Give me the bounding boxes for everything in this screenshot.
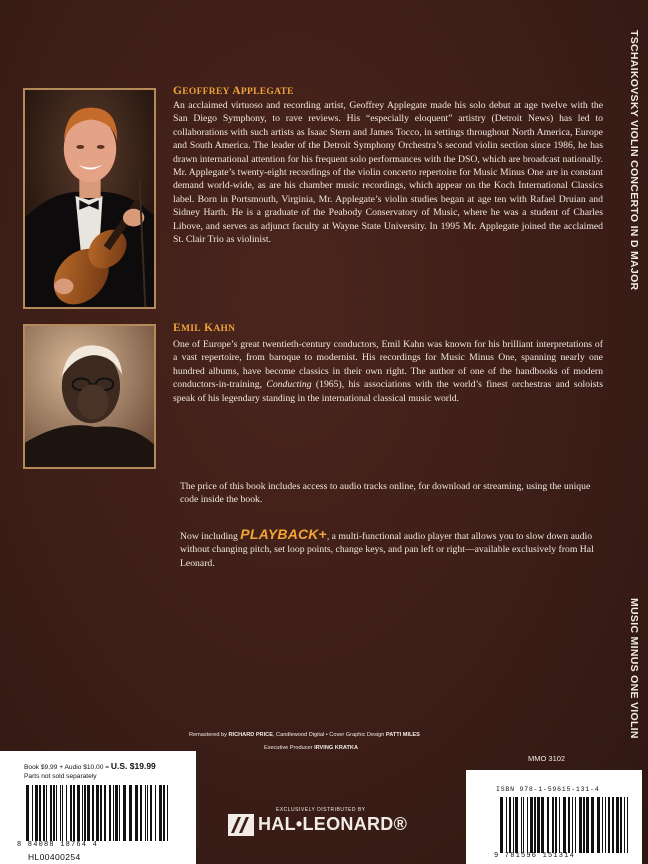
barcode-bar — [115, 785, 118, 841]
barcode-bar — [100, 785, 102, 841]
hl-item-code: HL00400254 — [28, 852, 81, 862]
bio-name-kahn: EMIL KAHN — [173, 322, 236, 334]
barcode-bar — [620, 797, 622, 853]
barcode-bar — [521, 797, 522, 853]
barcode-bar — [62, 785, 63, 841]
barcode-bar — [537, 797, 540, 853]
barcode-bar — [515, 797, 518, 853]
bio-name-applegate: GEOFFREY APPLEGATE — [173, 85, 294, 97]
upc-barcode — [24, 785, 174, 841]
barcode-bar — [43, 785, 45, 841]
barcode-bar — [605, 797, 606, 853]
barcode-bar — [150, 785, 152, 841]
barcode-bar — [159, 785, 162, 841]
barcode-bar — [39, 785, 41, 841]
barcode-bar — [77, 785, 80, 841]
upc-digits: 8 84088 18764 4 — [17, 841, 99, 849]
audio-access-note: The price of this book includes access to audio tracks online, for download or streaming, using the unique code inside the book. — [180, 481, 591, 506]
credits-line-1: Remastered by RICHARD PRICE, Candlewood Digital • Cover Graphic Design PATTI MILES — [189, 732, 420, 738]
barcode-bar — [163, 785, 165, 841]
barcode-bar — [155, 785, 156, 841]
applegate-photo — [23, 88, 156, 309]
isbn-barcode — [498, 797, 633, 853]
barcode-bar — [87, 785, 90, 841]
barcode-bar — [66, 785, 67, 841]
barcode-bar — [147, 785, 148, 841]
barcode-bar — [60, 785, 61, 841]
barcode-bar — [563, 797, 566, 853]
credits-line-2: Executive Producer IRVING KRATKA — [264, 745, 358, 751]
barcode-bar — [26, 785, 29, 841]
spine-series: MUSIC MINUS ONE VIOLIN — [628, 598, 640, 739]
barcode-bar — [612, 797, 614, 853]
barcode-bar — [527, 797, 528, 853]
barcode-bar — [572, 797, 573, 853]
barcode-bar — [35, 785, 38, 841]
isbn-digits: 9 781596 151314 — [494, 852, 576, 860]
barcode-bar — [32, 785, 33, 841]
catalog-number: MMO 3102 — [528, 754, 566, 763]
barcode-bar — [145, 785, 146, 841]
barcode-bar — [506, 797, 507, 853]
spine-title: TSCHAIKOVSKY VIOLIN CONCERTO IN D MAJOR — [628, 30, 640, 291]
barcode-bar — [509, 797, 511, 853]
hal-leonard-logo: HAL•LEONARD® — [228, 812, 422, 838]
barcode-bar — [500, 797, 503, 853]
barcode-bar — [53, 785, 55, 841]
barcode-bar — [84, 785, 86, 841]
playback-logo: PLAYBACK — [240, 526, 319, 542]
parts-note: Parts not sold separately — [24, 773, 97, 780]
barcode-bar — [591, 797, 594, 853]
barcode-bar — [552, 797, 554, 853]
barcode-bar — [70, 785, 72, 841]
barcode-bar — [523, 797, 524, 853]
price-line: Book $9.99 + Audio $10.00 = U.S. $19.99 — [24, 761, 156, 771]
barcode-bar — [104, 785, 106, 841]
barcode-bar — [568, 797, 570, 853]
barcode-bar — [123, 785, 126, 841]
bio-text-kahn: One of Europe’s great twentieth-century conductors, Emil Kahn was known for his brilliant interpretations of a vast repertoire, from baroque to modernist. His recordings for Music Minus One, spanning nearly one hundred albums, have become classics in their own right. The author of one of the handbooks of modern conductors-in-training, Conducting (1965), his associations with the world’s finest orchestras and soloists speak of his legendary standing in the international classical music world. — [173, 339, 604, 404]
barcode-bar — [82, 785, 83, 841]
barcode-bar — [602, 797, 603, 853]
barcode-bar — [541, 797, 544, 853]
barcode-bar — [534, 797, 536, 853]
playback-note: Now including PLAYBACK+, a multi-functional audio player that allows you to slow down audio without changing pitch, set loop points, change keys, and pan left or right—available exclusively from Hal Leonard. — [180, 526, 594, 569]
barcode-bar — [109, 785, 111, 841]
barcode-bar — [50, 785, 52, 841]
barcode-bar — [140, 785, 142, 841]
barcode-bar — [575, 797, 576, 853]
barcode-bar — [583, 797, 585, 853]
isbn-box — [466, 770, 642, 864]
distributed-by: EXCLUSIVELY DISTRIBUTED BY — [276, 807, 366, 813]
isbn-label: ISBN 978-1-59615-131-4 — [496, 786, 600, 793]
barcode-bar — [627, 797, 628, 853]
barcode-bar — [73, 785, 75, 841]
barcode-bar — [530, 797, 533, 853]
barcode-bar — [559, 797, 560, 853]
barcode-bar — [624, 797, 625, 853]
barcode-bar — [46, 785, 47, 841]
barcode-bar — [555, 797, 557, 853]
barcode-bar — [113, 785, 114, 841]
barcode-bar — [96, 785, 99, 841]
barcode-bar — [597, 797, 600, 853]
barcode-bar — [616, 797, 619, 853]
barcode-bar — [167, 785, 168, 841]
barcode-bar — [579, 797, 582, 853]
hal-leonard-mark-icon — [228, 814, 254, 836]
barcode-bar — [92, 785, 94, 841]
barcode-bar — [513, 797, 514, 853]
barcode-bar — [547, 797, 549, 853]
price-box — [0, 751, 196, 864]
barcode-bar — [129, 785, 132, 841]
barcode-bar — [608, 797, 610, 853]
bio-text-applegate: An acclaimed virtuoso and recording artist, Geoffrey Applegate made his solo debut at age twelve with the San Diego Symphony, to rave reviews. His “especially eloquent” artistry (Detroit News) has led to collaborations with such artists as Isaac Stern and James Tocco, in settings throughout North America, Europe and South America. The leader of the Detroit Symphony Orchestra’s second violin section since 1986, he has drawn international attention for his frequent solo performances with the DSO, which are broadcast nationally. Mr. Applegate’s twenty-eight recordings of the violin concerto repertoire for Music Minus One are in constant demand world-wide, as are his chamber music recordings, which appear on the Koch International Classics label. Born in Portsmouth, Virginia, Mr. Applegate’s violin studies began at age ten with Rafael Druian and Sidney Harth. He is a graduate of the Peabody Conservatory of Music, where he was a student of Charles Libove, and serves as adjunct faculty at Wayne State University. In 1995 Mr. Applegate joined the acclaimed St. Clair Trio as violinist. — [173, 100, 603, 246]
barcode-bar — [586, 797, 589, 853]
barcode-bar — [135, 785, 138, 841]
kahn-photo — [23, 324, 156, 469]
barcode-bar — [119, 785, 120, 841]
barcode-bar — [56, 785, 57, 841]
